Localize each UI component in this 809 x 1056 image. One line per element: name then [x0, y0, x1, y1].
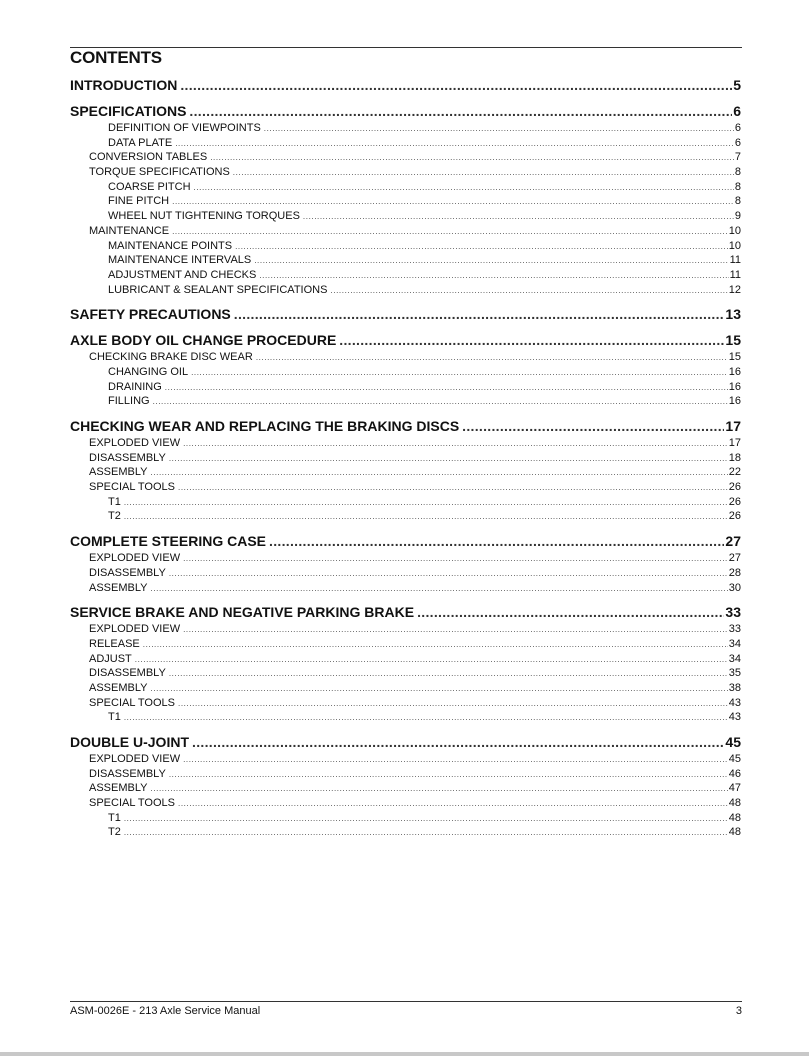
toc-entry-label: MAINTENANCE INTERVALS: [108, 254, 252, 267]
toc-entry-label: DEFINITION OF VIEWPOINTS: [108, 122, 261, 134]
toc-entry-page-number: 16: [728, 365, 741, 378]
dot-leader: [183, 753, 728, 767]
toc-section-entry[interactable]: [70, 781, 741, 796]
dot-leader: [191, 366, 728, 380]
toc-entry-label: SPECIAL TOOLS: [89, 797, 176, 810]
dot-leader: [183, 552, 728, 566]
toc-entry-label: DOUBLE U-JOINT: [70, 734, 189, 750]
dot-leader: [143, 638, 728, 652]
toc-entry-page-number: 26: [728, 510, 741, 523]
toc-chapter-entry[interactable]: [70, 331, 741, 349]
dot-leader: [169, 768, 728, 782]
toc-section-entry[interactable]: [70, 480, 741, 495]
toc-chapter-entry[interactable]: [70, 305, 741, 323]
dot-leader: [256, 351, 728, 365]
toc-entry-label: TORQUE SPECIFICATIONS: [89, 166, 230, 179]
toc-entry-label: FINE PITCH: [108, 195, 170, 208]
toc-entry-page-number: 26: [728, 495, 741, 508]
toc-entry-page-number: 8: [734, 195, 741, 208]
dot-leader: [339, 331, 724, 349]
toc-entry-label: INTRODUCTION: [70, 77, 178, 93]
header-rule: [70, 47, 742, 48]
footer-rule: [70, 1001, 742, 1002]
toc-entry-page-number: 45: [725, 734, 741, 750]
toc-entry-page-number: 11: [729, 268, 741, 281]
toc-section-entry[interactable]: [70, 566, 741, 581]
toc-section-entry[interactable]: [70, 637, 741, 652]
dot-leader: [169, 667, 728, 681]
toc-entry-page-number: 38: [728, 681, 741, 694]
toc-section-entry[interactable]: [70, 451, 741, 466]
dot-leader: [124, 711, 728, 725]
toc-subsection-entry[interactable]: [70, 825, 741, 840]
dot-leader: [124, 826, 728, 840]
dot-leader: [254, 254, 728, 268]
toc-entry-page-number: 46: [728, 767, 741, 780]
toc-subsection-entry[interactable]: [70, 394, 741, 409]
toc-entry-label: DATA PLATE: [108, 136, 173, 149]
dot-leader: [124, 496, 728, 510]
toc-entry-label: SPECIFICATIONS: [70, 103, 187, 119]
toc-entry-page-number: 9: [734, 210, 741, 223]
toc-section-entry[interactable]: [70, 350, 741, 365]
dot-leader: [259, 269, 728, 283]
toc-entry-label: SPECIAL TOOLS: [89, 481, 176, 494]
dot-leader: [124, 812, 728, 826]
toc-section-entry[interactable]: [70, 436, 741, 451]
toc-entry-label: T2: [108, 826, 121, 839]
dot-leader: [124, 510, 728, 524]
toc-entry-label: COMPLETE STEERING CASE: [70, 533, 267, 550]
toc-section-entry[interactable]: [70, 696, 741, 711]
dot-leader: [165, 381, 728, 395]
dot-leader: [303, 210, 734, 224]
toc-entry-page-number: 48: [728, 811, 741, 824]
toc-subsection-entry[interactable]: [70, 283, 741, 298]
toc-section-entry[interactable]: [70, 622, 741, 637]
toc-entry-page-number: 15: [728, 351, 741, 364]
toc-section-entry[interactable]: [70, 581, 741, 596]
dot-leader: [180, 76, 732, 94]
toc-subsection-entry[interactable]: [70, 209, 741, 224]
toc-entry-label: T1: [108, 811, 121, 824]
dot-leader: [153, 395, 728, 409]
toc-entry-page-number: 35: [728, 667, 741, 680]
dot-leader: [417, 603, 724, 621]
toc-subsection-entry[interactable]: [70, 253, 741, 268]
dot-leader: [151, 682, 728, 696]
toc-entry-label: ASSEMBLY: [89, 681, 148, 694]
toc-entry-label: DISASSEMBLY: [89, 451, 166, 464]
toc-entry-page-number: 45: [728, 753, 741, 765]
toc-entry-label: MAINTENANCE: [89, 224, 170, 237]
toc-entry-page-number: 6: [734, 122, 741, 134]
toc-chapter-entry[interactable]: [70, 532, 741, 550]
toc-section-entry[interactable]: [70, 652, 741, 667]
dot-leader: [135, 653, 728, 667]
toc-subsection-entry[interactable]: [70, 365, 741, 380]
toc-entry-label: WHEEL NUT TIGHTENING TORQUES: [108, 210, 300, 223]
page-title: CONTENTS: [70, 48, 162, 67]
toc-entry-page-number: 17: [728, 437, 741, 449]
toc-chapter-entry[interactable]: [70, 417, 741, 435]
dot-leader: [235, 240, 728, 254]
toc-entry-label: COARSE PITCH: [108, 180, 191, 193]
dot-leader: [210, 151, 734, 165]
toc-entry-label: CHECKING WEAR AND REPLACING THE BRAKING DISCS: [70, 418, 460, 434]
toc-entry-page-number: 33: [725, 604, 741, 621]
toc-entry-page-number: 22: [728, 466, 741, 479]
dot-leader: [151, 782, 728, 796]
toc-entry-page-number: 16: [728, 380, 741, 393]
toc-entry-page-number: 10: [728, 224, 741, 237]
dot-leader: [151, 466, 728, 480]
toc-entry-page-number: 8: [734, 166, 741, 179]
toc-subsection-entry[interactable]: [70, 121, 741, 136]
toc-entry-page-number: 43: [728, 696, 741, 709]
toc-entry-page-number: 28: [728, 566, 741, 579]
footer-page-number: 3: [735, 1005, 742, 1017]
toc-entry-label: ASSEMBLY: [89, 782, 148, 795]
toc-section-entry[interactable]: [70, 150, 741, 165]
toc-entry-label: DISASSEMBLY: [89, 667, 166, 680]
dot-leader: [178, 481, 728, 495]
footer-manual-title: ASM-0026E - 213 Axle Service Manual: [70, 1005, 261, 1017]
toc-entry-page-number: 7: [734, 151, 741, 164]
toc-entry-page-number: 47: [728, 782, 741, 795]
toc-entry-label: CONVERSION TABLES: [89, 151, 208, 164]
toc-entry-label: T1: [108, 711, 121, 724]
toc-entry-page-number: 43: [728, 711, 741, 724]
toc-subsection-entry[interactable]: [70, 180, 741, 195]
toc-entry-label: EXPLODED VIEW: [89, 753, 181, 765]
dot-leader: [194, 181, 734, 195]
toc-subsection-entry[interactable]: [70, 495, 741, 510]
toc-subsection-entry[interactable]: [70, 380, 741, 395]
toc-subsection-entry[interactable]: [70, 811, 741, 826]
toc-subsection-entry[interactable]: [70, 268, 741, 283]
dot-leader: [178, 697, 728, 711]
dot-leader: [175, 137, 734, 151]
page-edge: [0, 1052, 809, 1056]
toc-entry-label: EXPLODED VIEW: [89, 552, 181, 565]
toc-entry-label: ADJUSTMENT AND CHECKS: [108, 268, 257, 281]
toc-entry-label: ASSEMBLY: [89, 466, 148, 479]
toc-entry-page-number: 17: [725, 418, 741, 434]
toc-chapter-entry[interactable]: [70, 76, 741, 94]
toc-entry-page-number: 27: [725, 533, 741, 550]
dot-leader: [234, 305, 725, 323]
toc-entry-page-number: 12: [728, 283, 741, 296]
toc-section-entry[interactable]: [70, 681, 741, 696]
toc-entry-page-number: 10: [728, 239, 741, 252]
toc-subsection-entry[interactable]: [70, 136, 741, 151]
toc-entry-label: LUBRICANT & SEALANT SPECIFICATIONS: [108, 283, 328, 296]
toc-section-entry[interactable]: [70, 165, 741, 180]
dot-leader: [169, 567, 728, 581]
toc-entry-label: AXLE BODY OIL CHANGE PROCEDURE: [70, 332, 337, 349]
toc-entry-label: DISASSEMBLY: [89, 566, 166, 579]
toc-entry-label: SAFETY PRECAUTIONS: [70, 306, 231, 323]
toc-entry-page-number: 27: [728, 552, 741, 565]
toc-entry-page-number: 11: [729, 254, 741, 267]
toc-entry-page-number: 15: [725, 332, 741, 349]
toc-entry-label: EXPLODED VIEW: [89, 623, 181, 636]
toc-entry-label: EXPLODED VIEW: [89, 437, 181, 449]
toc-entry-label: CHANGING OIL: [108, 365, 189, 378]
toc-entry-label: DRAINING: [108, 380, 162, 393]
toc-entry-label: FILLING: [108, 395, 150, 408]
toc-section-entry[interactable]: [70, 666, 741, 681]
toc-entry-page-number: 5: [733, 77, 741, 93]
table-of-contents: [70, 76, 741, 840]
toc-entry-page-number: 6: [734, 136, 741, 149]
toc-subsection-entry[interactable]: [70, 710, 741, 725]
toc-entry-label: T2: [108, 510, 121, 523]
toc-entry-page-number: 18: [728, 451, 741, 464]
toc-entry-page-number: 8: [734, 180, 741, 193]
toc-chapter-entry[interactable]: [70, 102, 741, 120]
dot-leader: [269, 532, 724, 550]
toc-section-entry[interactable]: [70, 224, 741, 239]
toc-chapter-entry[interactable]: [70, 603, 741, 621]
dot-leader: [183, 623, 728, 637]
toc-entry-label: ASSEMBLY: [89, 581, 148, 594]
toc-entry-page-number: 30: [728, 581, 741, 594]
dot-leader: [151, 582, 728, 596]
dot-leader: [172, 225, 728, 239]
dot-leader: [264, 122, 734, 136]
toc-entry-label: DISASSEMBLY: [89, 767, 166, 780]
toc-chapter-entry[interactable]: [70, 733, 741, 751]
toc-section-entry[interactable]: [70, 752, 741, 767]
toc-section-entry[interactable]: [70, 465, 741, 480]
toc-entry-label: ADJUST: [89, 652, 132, 665]
dot-leader: [172, 195, 734, 209]
toc-entry-page-number: 26: [728, 481, 741, 494]
dot-leader: [183, 437, 728, 451]
dot-leader: [330, 284, 727, 298]
dot-leader: [192, 733, 724, 751]
toc-section-entry[interactable]: [70, 796, 741, 811]
toc-subsection-entry[interactable]: [70, 239, 741, 254]
toc-entry-page-number: 33: [728, 623, 741, 636]
toc-entry-label: T1: [108, 495, 121, 508]
toc-section-entry[interactable]: [70, 551, 741, 566]
dot-leader: [189, 102, 732, 120]
toc-subsection-entry[interactable]: [70, 509, 741, 524]
toc-entry-label: CHECKING BRAKE DISC WEAR: [89, 351, 253, 364]
toc-entry-label: MAINTENANCE POINTS: [108, 239, 233, 252]
toc-section-entry[interactable]: [70, 767, 741, 782]
toc-entry-page-number: 16: [728, 395, 741, 408]
dot-leader: [178, 797, 728, 811]
toc-entry-page-number: 6: [733, 103, 741, 119]
toc-entry-page-number: 48: [728, 826, 741, 839]
toc-entry-label: RELEASE: [89, 637, 140, 650]
dot-leader: [462, 417, 724, 435]
dot-leader: [233, 166, 734, 180]
toc-entry-page-number: 34: [728, 652, 741, 665]
toc-subsection-entry[interactable]: [70, 194, 741, 209]
toc-entry-label: SERVICE BRAKE AND NEGATIVE PARKING BRAKE: [70, 604, 415, 621]
toc-entry-page-number: 48: [728, 797, 741, 810]
toc-entry-page-number: 13: [725, 306, 741, 323]
toc-entry-page-number: 34: [728, 637, 741, 650]
toc-entry-label: SPECIAL TOOLS: [89, 696, 176, 709]
dot-leader: [169, 452, 728, 466]
